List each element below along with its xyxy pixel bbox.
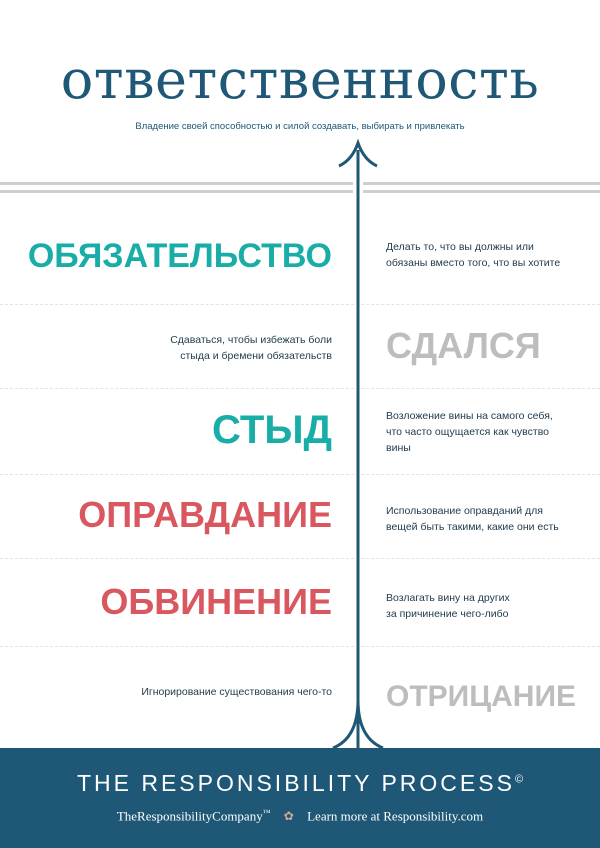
stage-description-denial (112, 684, 332, 700)
description-line: за причинение чего-либо (386, 608, 509, 620)
stage-word-quit: СДАЛСЯ (386, 325, 541, 366)
stage-description-justify (386, 503, 596, 535)
stage-description-shame (386, 408, 596, 456)
stage-description-lay-blame (386, 590, 596, 622)
description-line: вещей быть такими, какие они есть (386, 521, 559, 533)
description-line: Сдаваться, чтобы избежать боли (170, 334, 332, 346)
description-line: обязаны вместо того, что вы хотите (386, 257, 561, 269)
description-line: Возложение вины на самого себя, (386, 410, 553, 422)
stage-description-quit (112, 332, 332, 364)
stage-word-obligation: ОБЯЗАТЕЛЬСТВО (27, 237, 332, 275)
copyright-mark: © (514, 773, 524, 786)
stage-word-denial: ОТРИЦАНИЕ (386, 680, 577, 713)
lotus-logo-icon: ✿ (283, 809, 294, 824)
description-line: Использование оправданий для (386, 505, 543, 517)
stage-description-obligation (386, 239, 596, 271)
page-title: ответственность (60, 48, 540, 111)
description-line: Делать то, что вы должны или (386, 241, 534, 253)
trademark-mark: ™ (262, 808, 271, 817)
stage-word-shame: СТЫД (212, 408, 332, 452)
footer-band (0, 748, 600, 848)
description-line: вины (386, 442, 411, 454)
learn-more-link[interactable]: Learn more at Responsibility.com (307, 808, 484, 824)
description-line: стыда и бремени обязательств (180, 350, 332, 362)
stage-word-justify: ОПРАВДАНИЕ (78, 494, 332, 535)
page-subtitle: Владение своей способностью и силой создавать, выбирать и привлекать (135, 121, 465, 132)
footer-title-text: THE RESPONSIBILITY PROCESS (76, 770, 515, 796)
description-line: Игнорирование существования чего-то (141, 686, 332, 698)
description-line: Возлагать вину на других (386, 592, 510, 604)
footer-links (0, 808, 600, 824)
company-name: TheResponsibilityCompany (116, 808, 263, 824)
description-line: что часто ощущается как чувство (386, 426, 550, 438)
footer-title (0, 770, 600, 797)
stage-word-lay-blame: ОБВИНЕНИЕ (100, 581, 332, 622)
